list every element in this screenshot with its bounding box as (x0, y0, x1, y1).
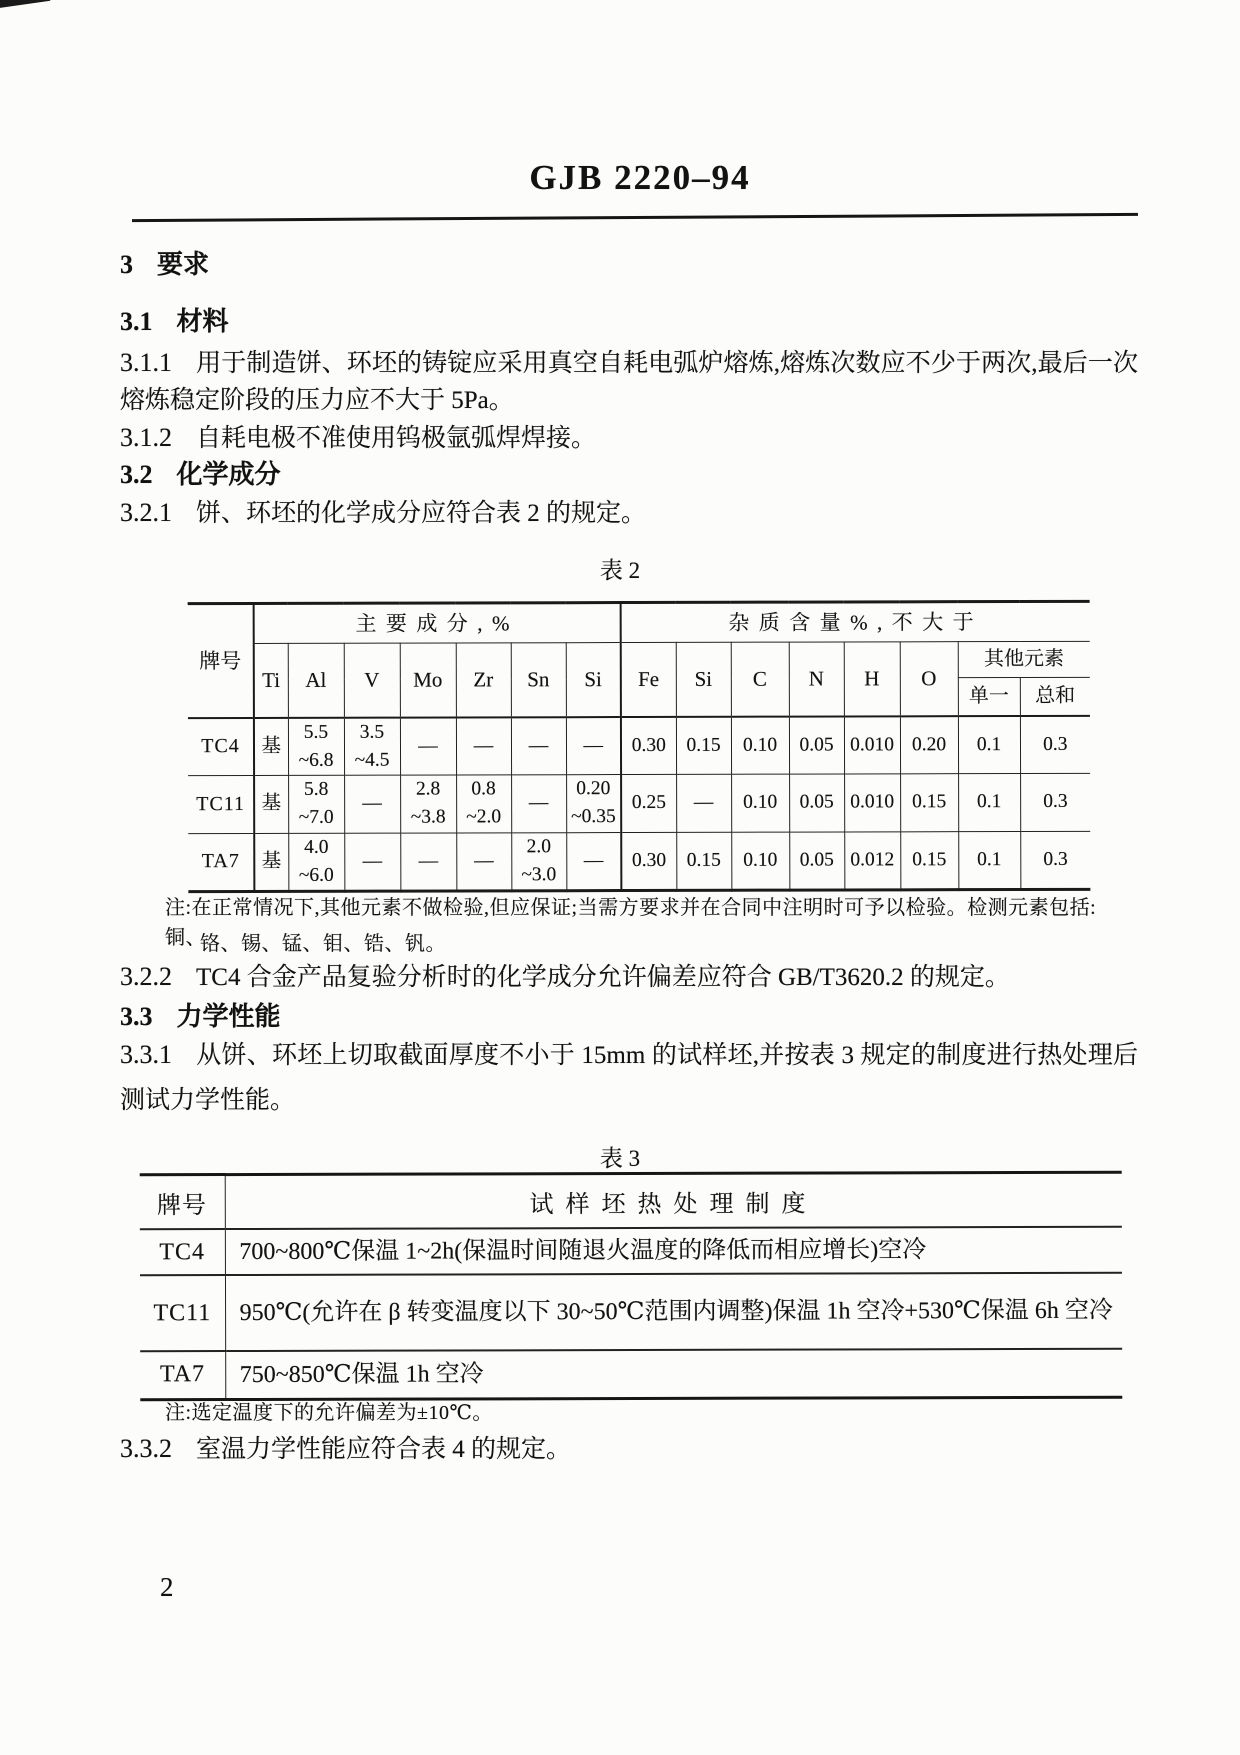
value-cell: 0.3 (1020, 773, 1090, 831)
brand-cell: TC4 (188, 718, 254, 776)
section-title: 化学成分 (176, 460, 281, 489)
table3-header-row (140, 1172, 1122, 1229)
value-cell: 基 (254, 833, 288, 892)
col-header-regime: 试样坯热处理制度 (225, 1172, 1122, 1229)
col-group-other-elements: 其他元素 (958, 641, 1090, 677)
paragraph-3-2-2 (120, 958, 1138, 996)
section-title: 要求 (157, 250, 210, 279)
clause-text: 用于制造饼、环坯的铸锭应采用真空自耗电弧炉熔炼,熔炼次数应不少于两次,最后一次熔炼稳定阶段的压力应不大于 5Pa。 (120, 350, 1138, 414)
value-cell: 5.5 ~6.8 (288, 717, 344, 775)
value-cell: 0.05 (789, 832, 844, 891)
value-cell: 0.15 (900, 774, 958, 832)
value-cell: 0.30 (621, 716, 676, 774)
col-header-brand: 牌号 (140, 1175, 225, 1230)
col-header-O: O (900, 642, 958, 716)
section-number: 3.1 (120, 307, 153, 336)
section-heading-3 (120, 246, 1138, 284)
section-title: 材料 (176, 307, 229, 336)
value-cell: — (511, 775, 566, 833)
value-cell: 0.25 (621, 774, 676, 832)
table2-row-TC11 (188, 773, 1090, 833)
header-rule (132, 213, 1138, 222)
value-cell: 基 (254, 717, 288, 775)
value-cell: 0.15 (900, 831, 958, 890)
col-header-brand: 牌号 (188, 604, 254, 718)
brand-cell: TC4 (140, 1229, 225, 1275)
value-cell: 0.10 (731, 832, 789, 891)
value-cell: — (400, 717, 456, 775)
section-heading-3-3 (120, 998, 1138, 1036)
col-header-Sn: Sn (511, 643, 566, 717)
col-header-C: C (731, 642, 789, 716)
section-title: 力学性能 (176, 1002, 281, 1031)
value-cell: 0.1 (958, 774, 1020, 832)
brand-cell: TA7 (188, 833, 254, 892)
table3-note: 注:选定温度下的允许偏差为±10℃。 (165, 1402, 493, 1424)
value-cell: 4.0 ~6.0 (288, 833, 344, 892)
clause-number: 3.1.1 (120, 348, 172, 377)
regime-cell: 700~800℃保温 1~2h(保温时间随退火温度的降低而相应增长)空冷 (225, 1227, 1122, 1275)
value-cell: 0.3 (1020, 715, 1090, 773)
section-heading-3-2 (120, 456, 1138, 494)
value-cell: 3.5 ~4.5 (344, 717, 400, 775)
value-cell: 0.05 (789, 716, 844, 774)
table3-row-TC11 (140, 1273, 1122, 1352)
col-header-V: V (344, 643, 400, 717)
brand-cell: TC11 (140, 1275, 225, 1351)
value-cell: 2.0 ~3.0 (511, 832, 566, 891)
value-cell: 0.8 ~2.0 (456, 775, 511, 833)
clause-number: 3.3.1 (120, 1040, 172, 1069)
value-cell: 0.20 ~0.35 (566, 775, 621, 833)
clause-number: 3.1.2 (120, 423, 172, 452)
table3-title: 表 3 (599, 1146, 641, 1171)
value-cell: 0.10 (731, 716, 789, 774)
table2-row-TA7 (188, 831, 1090, 892)
value-cell: 0.010 (844, 774, 900, 832)
value-cell: 0.30 (621, 832, 676, 891)
value-cell: 0.15 (676, 716, 731, 774)
col-group-main-composition: 主要成分,% (254, 603, 621, 644)
table2-note-line1: 注:在正常情况下,其他元素不做检验,但应保证;当需方要求并在合同中注明时可予以检验。检测元素包括:铜、 (165, 897, 1097, 949)
col-header-N: N (789, 642, 844, 716)
col-header-Si-main: Si (566, 643, 621, 717)
value-cell: 0.10 (731, 774, 789, 832)
document-code-header: GJB 2220–94 (529, 158, 751, 197)
col-header-Ti: Ti (254, 643, 288, 717)
value-cell: — (344, 833, 400, 892)
clause-number: 3.3.2 (120, 1434, 172, 1463)
col-header-Si-impurity: Si (676, 642, 731, 716)
table3-row-TC4 (140, 1227, 1122, 1276)
table2-note-line2: 铬、锡、锰、钼、锆、钒。 (200, 933, 446, 955)
value-cell: 基 (254, 775, 288, 833)
section-number: 3.2 (120, 460, 153, 489)
col-header-Zr: Zr (456, 643, 511, 717)
table3-heat-treatment (140, 1171, 1123, 1401)
value-cell: 5.8 ~7.0 (288, 775, 344, 833)
paragraph-3-1-2 (120, 419, 1138, 457)
clause-number: 3.2.1 (120, 498, 172, 527)
col-header-Al: Al (288, 643, 344, 717)
brand-cell: TC11 (188, 776, 254, 834)
section-number: 3 (120, 250, 133, 279)
value-cell: — (400, 833, 456, 892)
clause-text: 饼、环坯的化学成分应符合表 2 的规定。 (196, 500, 647, 527)
clause-text: 室温力学性能应符合表 4 的规定。 (196, 1436, 572, 1463)
col-header-Fe: Fe (621, 642, 676, 716)
col-header-total: 总和 (1020, 677, 1090, 715)
value-cell: — (456, 717, 511, 775)
paragraph-3-3-2 (120, 1430, 1138, 1468)
col-header-H: H (844, 642, 900, 716)
value-cell: — (344, 775, 400, 833)
value-cell: 0.1 (958, 716, 1020, 774)
table2-chemical-composition (188, 600, 1091, 893)
value-cell: 0.15 (676, 832, 731, 891)
col-group-impurities: 杂质含量%,不大于 (621, 601, 1090, 642)
page-number: 2 (160, 1572, 174, 1602)
clause-text: TC4 合金产品复验分析时的化学成分允许偏差应符合 GB/T3620.2 的规定。 (196, 964, 1010, 991)
value-cell: 2.8 ~3.8 (400, 775, 456, 833)
value-cell: 0.010 (844, 716, 900, 774)
regime-cell: 750~850℃保温 1h 空冷 (239, 1361, 484, 1388)
value-cell: 0.1 (958, 831, 1020, 890)
value-cell: — (676, 774, 731, 832)
value-cell: 0.05 (789, 774, 844, 832)
col-header-Mo: Mo (400, 643, 456, 717)
paragraph-3-1-1 (120, 344, 1138, 419)
value-cell: 0.012 (844, 831, 900, 890)
value-cell: — (511, 717, 566, 775)
table2-row-TC4 (188, 715, 1090, 775)
paragraph-3-2-1 (120, 494, 1138, 532)
value-cell: — (566, 717, 621, 775)
clause-text: 从饼、环坯上切取截面厚度不小于 15mm 的试样坯,并按表 3 规定的制度进行热处理后测试力学性能。 (120, 1042, 1138, 1114)
regime-cell: 950℃(允许在 β 转变温度以下 30~50℃范围内调整)保温 1h 空冷+530℃保温 6h 空冷 (225, 1273, 1122, 1351)
table2-title: 表 2 (599, 558, 641, 583)
section-number: 3.3 (120, 1002, 153, 1031)
brand-cell: TA7 (140, 1351, 225, 1399)
value-cell: 0.3 (1020, 831, 1090, 890)
clause-text: 自耗电极不准使用钨极氩弧焊焊接。 (196, 425, 597, 452)
clause-number: 3.2.2 (120, 962, 172, 991)
value-cell: — (456, 832, 511, 891)
value-cell: — (566, 832, 621, 891)
section-heading-3-1 (120, 303, 1138, 341)
value-cell: 0.20 (900, 716, 958, 774)
paragraph-3-3-1 (120, 1032, 1138, 1123)
col-header-single: 单一 (958, 678, 1020, 716)
scan-corner-artifact (0, 0, 50, 9)
table3-row-TA7 (140, 1349, 1122, 1400)
